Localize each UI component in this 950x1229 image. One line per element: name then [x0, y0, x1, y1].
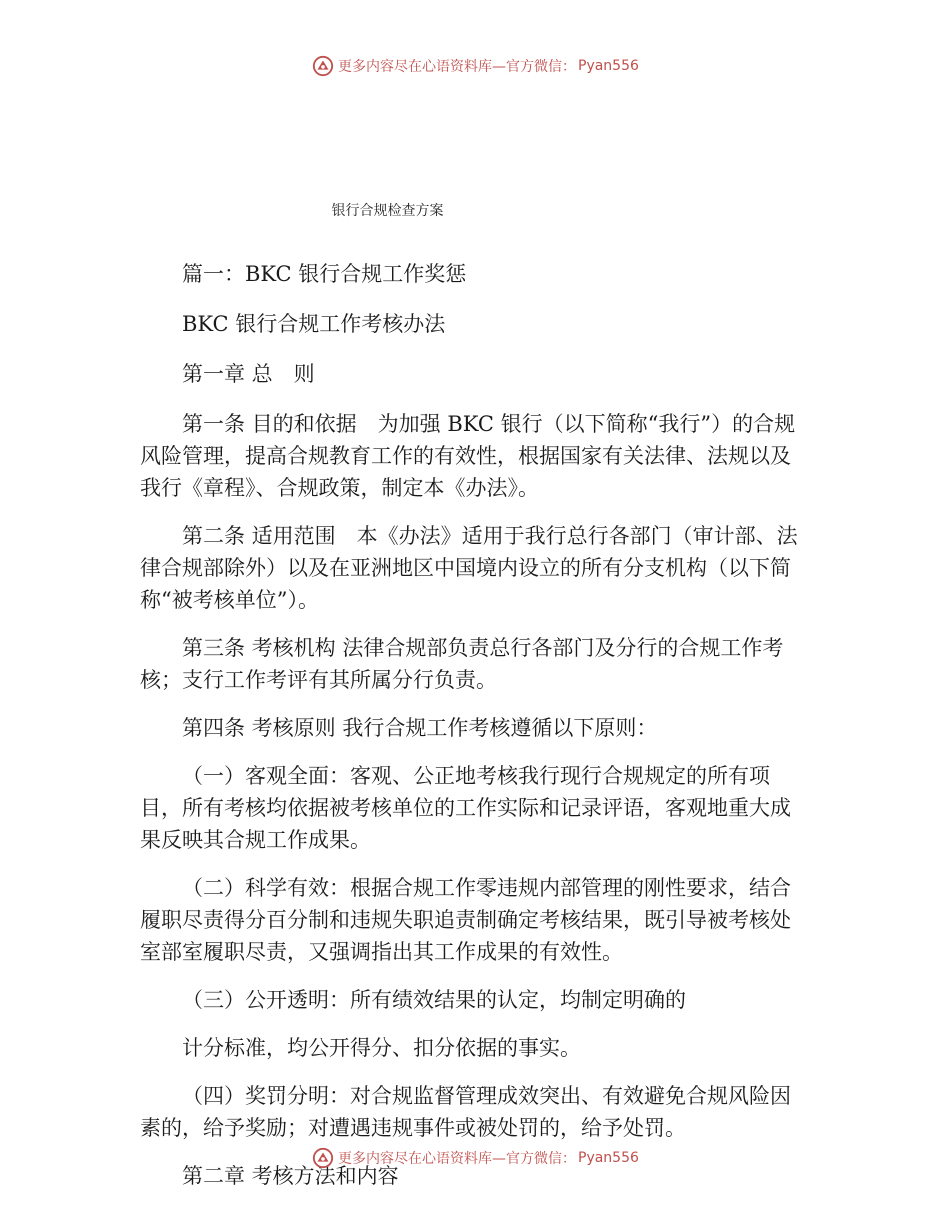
- watermark-wechat-id: Pyan556: [578, 1150, 639, 1166]
- section-heading: 篇一：BKC 银行合规工作奖惩: [182, 262, 467, 286]
- principle-3: （三）公开透明：所有绩效结果的认定，均制定明确的: [182, 988, 686, 1012]
- principle-2: （二）科学有效：根据合规工作零违规内部管理的刚性要求，结合履职尽责得分百分制和违规失职追责制确定考核结果，既引导被考核处室部室履职尽责，又强调指出其工作成果的有效性。: [140, 876, 791, 964]
- watermark-header: [312, 54, 639, 78]
- brand-logo-icon: [312, 55, 334, 77]
- principle-1: （一）客观全面：客观、公正地考核我行现行合规规定的所有项目，所有考核均依据被考核单位的工作实际和记录评语，客观地重大成果反映其合规工作成果。: [140, 764, 791, 852]
- chapter-heading: 第一章 总 则: [182, 362, 315, 386]
- watermark-wechat-id: Pyan556: [578, 58, 639, 74]
- chapter-heading: 第二章 考核方法和内容: [182, 1164, 399, 1188]
- principle-4: （四）奖罚分明：对合规监督管理成效突出、有效避免合规风险因素的，给予奖励；对遭遇违规事件或被处罚的，给予处罚。: [140, 1084, 791, 1140]
- article-4: 第四条 考核原则 我行合规工作考核遵循以下原则：: [182, 716, 658, 740]
- watermark-text: 更多内容尽在心语资料库—官方微信：: [338, 59, 576, 75]
- article-1: 第一条 目的和依据 为加强 BKC 银行（以下简称“我行”）的合规风险管理，提高合规教育工作的有效性，根据国家有关法律、法规以及我行《章程》、合规政策，制定本《办法》。: [140, 412, 796, 500]
- article-2: 第二条 适用范围 本《办法》适用于我行总行各部门（审计部、法律合规部除外）以及在亚洲地区中国境内设立的所有分支机构（以下简称“被考核单位”）。: [140, 524, 798, 612]
- brand-logo-icon: [312, 1147, 334, 1169]
- document-title: 银行合规检查方案: [331, 203, 444, 219]
- document-subtitle: BKC 银行合规工作考核办法: [182, 312, 446, 336]
- document-body: [140, 258, 800, 1208]
- principle-3-continued: 计分标准，均公开得分、扣分依据的事实。: [182, 1036, 581, 1060]
- watermark-footer: [312, 1146, 639, 1170]
- article-3: 第三条 考核机构 法律合规部负责总行各部门及分行的合规工作考核；支行工作考评有其所属分行负责。: [140, 636, 784, 692]
- watermark-text: 更多内容尽在心语资料库—官方微信：: [338, 1151, 576, 1167]
